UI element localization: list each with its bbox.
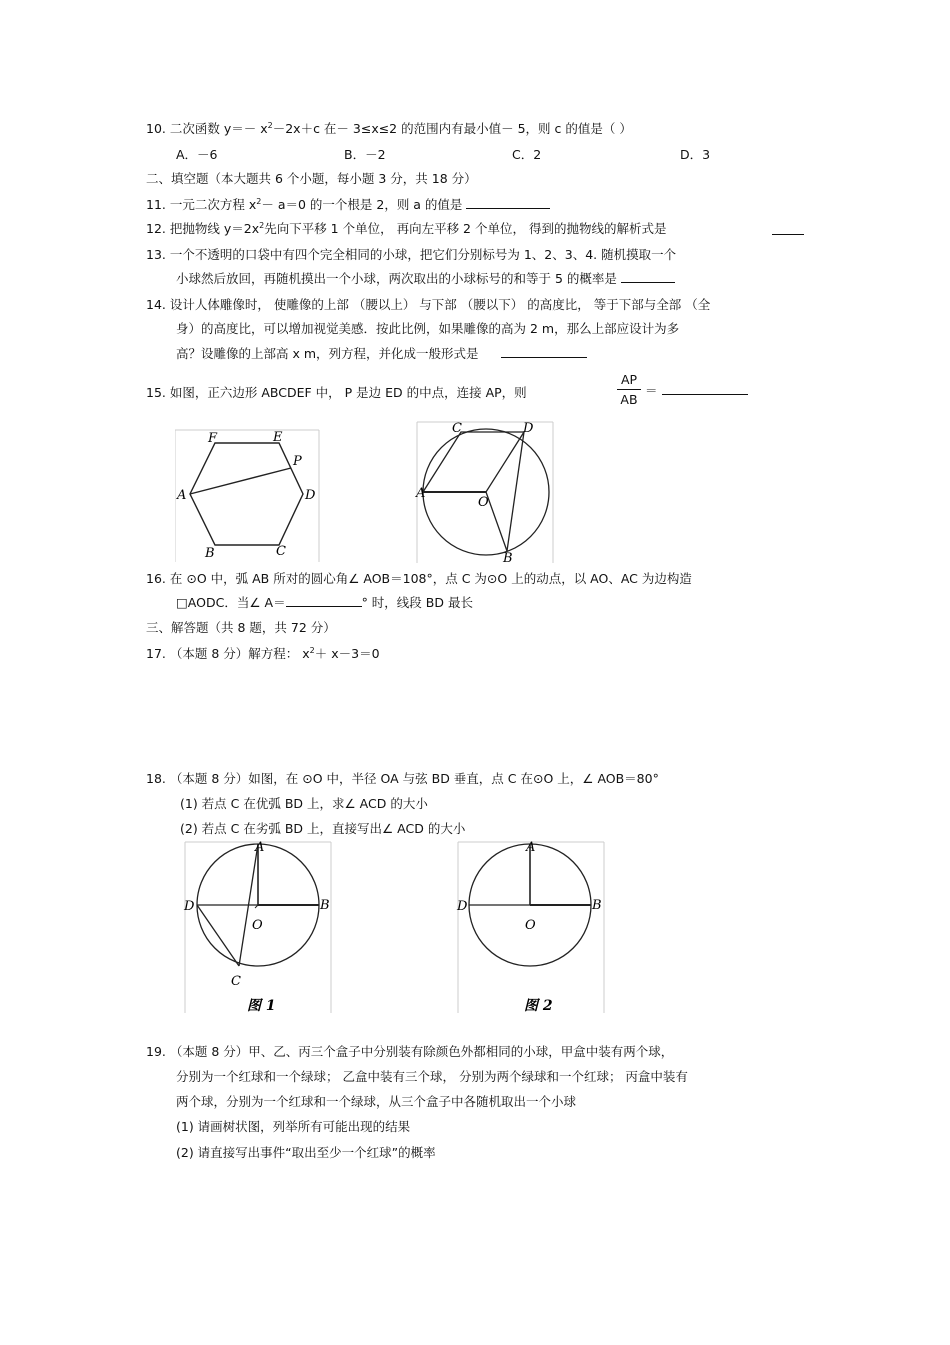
q16-line-1 bbox=[146, 570, 692, 588]
q12-text-a: 把抛物线 y＝2x bbox=[169, 221, 260, 236]
q15-fraction-denominator: AB bbox=[620, 392, 638, 407]
q16-line-2 bbox=[176, 594, 473, 612]
q17-text-b: ＋ x－3＝0 bbox=[314, 646, 380, 661]
segment-dc bbox=[197, 905, 239, 966]
q17-number: 17. bbox=[146, 646, 166, 661]
q15-fraction bbox=[617, 372, 641, 407]
figure-2 bbox=[456, 840, 606, 1015]
q10-text-a: 二次函数 y＝－ x bbox=[169, 121, 268, 136]
q15-line bbox=[146, 384, 527, 402]
q15-equals: ＝ bbox=[645, 383, 658, 398]
q11-answer-blank[interactable] bbox=[466, 196, 550, 209]
q12-number: 12. bbox=[146, 221, 166, 236]
q19-line-3: 两个球，分别为一个红球和一个绿球，从三个盒子中各随机取出一个小球 bbox=[176, 1094, 577, 1109]
q13-text-1: 一个不透明的口袋中有四个完全相同的小球，把它们分别标号为 1、2、3、4. 随机摸取一个 bbox=[169, 247, 677, 262]
label-a: A bbox=[177, 488, 187, 503]
label-b: B bbox=[205, 546, 215, 561]
q12-line bbox=[146, 220, 666, 238]
label-a: A bbox=[255, 840, 265, 855]
hexagon-shape bbox=[190, 443, 303, 545]
label-f: F bbox=[208, 431, 218, 446]
q10-text-b: －2x＋c 在－ 3≤x≤2 的范围内有最小值－ 5，则 c 的值是（ ） bbox=[272, 121, 632, 136]
segment-bd bbox=[507, 432, 524, 551]
q14-text-1: 设计人体雕像时， 使雕像的上部 （腰以上） 与下部 （腰以下） 的高度比， 等于下部与全部 （全 bbox=[169, 297, 711, 312]
label-a: A bbox=[416, 486, 426, 501]
q11-number: 11. bbox=[146, 197, 166, 212]
q14-answer-blank[interactable] bbox=[501, 345, 587, 358]
section-2-heading: 二、填空题（本大题共 6 个小题，每小题 3 分，共 18 分） bbox=[146, 171, 477, 186]
q16-answer-blank[interactable] bbox=[286, 594, 362, 607]
q16-number: 16. bbox=[146, 571, 166, 586]
label-b: B bbox=[592, 898, 602, 913]
parallelogram-aodc bbox=[423, 432, 524, 492]
q14-line-2: 身）的高度比，可以增加视觉美感．按此比例，如果雕像的高为 2 m，那么上部应设计为多 bbox=[176, 321, 680, 336]
q10-option-b: B．－2 bbox=[344, 147, 386, 162]
q14-number: 14. bbox=[146, 297, 166, 312]
q10-number: 10. bbox=[146, 121, 166, 136]
q12-sup: 2 bbox=[259, 220, 265, 230]
q14-line-3 bbox=[176, 345, 587, 363]
q19-sub-1: (1) 请画树状图，列举所有可能出现的结果 bbox=[176, 1119, 411, 1134]
q16-text-1: 在 ⊙O 中，弧 AB 所对的圆心角∠ AOB＝108°，点 C 为⊙O 上的动点，以 AO、AC 为边构造 bbox=[169, 571, 692, 586]
q18-number: 18. bbox=[146, 771, 166, 786]
label-o: O bbox=[478, 495, 489, 510]
q13-line-2 bbox=[176, 270, 675, 288]
label-o: O bbox=[525, 918, 536, 933]
figure-1-caption: 图 1 bbox=[247, 998, 276, 1014]
label-b: B bbox=[503, 551, 513, 565]
segment-ap bbox=[190, 468, 291, 494]
q18-line-1 bbox=[146, 770, 659, 788]
section-3-heading: 三、解答题（共 8 题，共 72 分） bbox=[146, 620, 336, 635]
q11-sup: 2 bbox=[256, 196, 262, 206]
label-a: A bbox=[526, 840, 536, 855]
hexagon-figure bbox=[175, 428, 320, 564]
label-d: D bbox=[184, 899, 195, 914]
q10-option-d: D．3 bbox=[680, 147, 711, 162]
q11-text-a: 一元二次方程 x bbox=[169, 197, 257, 212]
segment-ob bbox=[486, 492, 507, 551]
q10-line bbox=[146, 120, 632, 138]
q18-text-1: （本题 8 分）如图，在 ⊙O 中，半径 OA 与弦 BD 垂直，点 C 在⊙O 上，∠ AOB＝80° bbox=[169, 771, 659, 786]
q11-text-b: － a＝0 的一个根是 2，则 a 的值是 bbox=[261, 197, 463, 212]
q16-text-2a: □AODC．当∠ A＝ bbox=[176, 595, 286, 610]
q18-sub-1: (1) 若点 C 在优弧 BD 上，求∠ ACD 的大小 bbox=[180, 796, 428, 811]
label-c: C bbox=[231, 974, 241, 989]
label-o: O bbox=[252, 918, 263, 933]
q15-text: 如图，正六边形 ABCDEF 中， P 是边 ED 的中点，连接 AP，则 bbox=[169, 385, 527, 400]
label-d: D bbox=[523, 421, 534, 436]
q15-equals-line bbox=[645, 382, 748, 400]
q12-answer-blank[interactable] bbox=[772, 222, 804, 235]
figure-2-caption: 图 2 bbox=[524, 998, 553, 1014]
q19-line-2: 分别为一个红球和一个绿球； 乙盒中装有三个球， 分别为两个绿球和一个红球； 丙盒中装有 bbox=[176, 1069, 688, 1084]
q18-sub-2: (2) 若点 C 在劣弧 BD 上，直接写出∠ ACD 的大小 bbox=[180, 821, 466, 836]
q14-text-3: 高？设雕像的上部高 x m，列方程，并化成一般形式是 bbox=[176, 346, 479, 361]
q10-option-a: A．－6 bbox=[176, 147, 218, 162]
q12-text-b: 先向下平移 1 个单位， 再向左平移 2 个单位， 得到的抛物线的解析式是 bbox=[264, 221, 667, 236]
q13-answer-blank[interactable] bbox=[621, 270, 675, 283]
q15-fraction-numerator: AP bbox=[620, 372, 638, 387]
q10-sup: 2 bbox=[267, 120, 273, 130]
label-b: B bbox=[320, 898, 330, 913]
q19-text-1: （本题 8 分）甲、乙、丙三个盒子中分别装有除颜色外都相同的小球，甲盒中装有两个球， bbox=[169, 1044, 674, 1059]
q15-number: 15. bbox=[146, 385, 166, 400]
q10-option-c: C．2 bbox=[512, 147, 542, 162]
q17-line bbox=[146, 645, 380, 663]
q17-text-a: （本题 8 分）解方程： x bbox=[169, 646, 310, 661]
q19-number: 19. bbox=[146, 1044, 166, 1059]
q19-sub-2: (2) 请直接写出事件“取出至少一个红球”的概率 bbox=[176, 1145, 436, 1160]
figure-1 bbox=[183, 840, 333, 1015]
q13-number: 13. bbox=[146, 247, 166, 262]
q11-line bbox=[146, 196, 550, 214]
label-e: E bbox=[273, 430, 283, 445]
q15-fraction-bar bbox=[617, 389, 641, 390]
q16-text-2b: ° 时，线段 BD 最长 bbox=[361, 595, 473, 610]
label-d: D bbox=[305, 488, 316, 503]
label-c: C bbox=[452, 421, 462, 436]
q13-text-2: 小球然后放回，再随机摸出一个小球，两次取出的小球标号的和等于 5 的概率是 bbox=[176, 271, 617, 286]
q19-line-1 bbox=[146, 1043, 673, 1061]
q15-answer-blank[interactable] bbox=[662, 382, 748, 395]
label-p: P bbox=[293, 454, 302, 469]
q17-sup: 2 bbox=[309, 645, 315, 655]
label-d: D bbox=[457, 899, 468, 914]
q13-line-1 bbox=[146, 246, 676, 264]
label-c: C bbox=[276, 544, 286, 559]
circle-figure-q16 bbox=[415, 420, 555, 565]
q14-line-1 bbox=[146, 296, 710, 314]
